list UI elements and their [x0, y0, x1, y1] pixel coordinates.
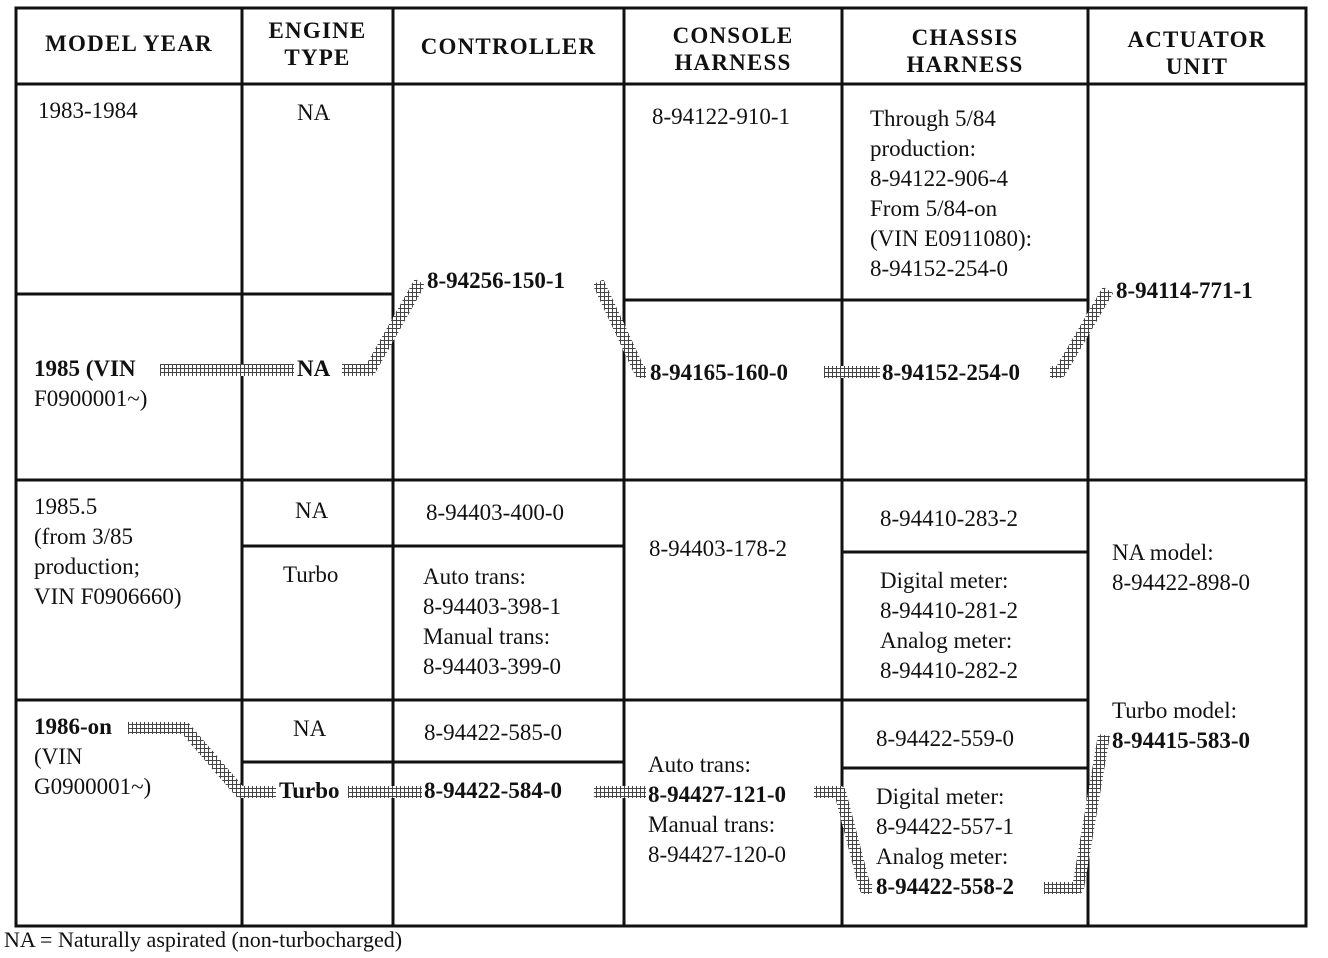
engine-1983: NA — [297, 100, 331, 125]
header-console-harness: CONSOLE HARNESS — [672, 23, 794, 75]
engine-1985-5-turbo: Turbo — [283, 562, 339, 587]
model-year-1983: 1983-1984 — [38, 98, 138, 123]
controller-1986-na: 8-94422-585-0 — [424, 720, 562, 745]
console-1983: 8-94122-910-1 — [652, 104, 790, 129]
chassis-1986-turbo: Digital meter: 8-94422-557-1 Analog meter: 8-94422-558-2 — [876, 784, 1014, 899]
header-actuator-unit: ACTUATOR UNIT — [1127, 27, 1267, 79]
console-1985: 8-94165-160-0 — [650, 360, 788, 385]
engine-1986-na: NA — [293, 716, 327, 741]
header-controller: CONTROLLER — [420, 34, 597, 59]
chassis-1985-5-na: 8-94410-283-2 — [880, 506, 1018, 531]
engine-1985: NA — [297, 356, 331, 381]
footnote: NA = Naturally aspirated (non-turbocharged) — [4, 927, 403, 952]
actuator-1985-5-na: NA model: 8-94422-898-0 — [1112, 540, 1250, 595]
actuator-turbo-part: 8-94415-583-0 — [1112, 728, 1250, 753]
engine-1986-turbo: Turbo — [279, 778, 340, 803]
engine-1985-5-na: NA — [295, 498, 329, 523]
console-1985-5: 8-94403-178-2 — [649, 536, 787, 561]
header-engine-type: ENGINE TYPE — [268, 18, 367, 70]
model-year-1985-5: 1985.5 (from 3/85 production; VIN F0906660) — [34, 494, 182, 609]
controller-shared-1983-1985: 8-94256-150-1 — [427, 268, 565, 293]
actuator-shared-1983-1985: 8-94114-771-1 — [1116, 278, 1253, 303]
header-chassis-harness: CHASSIS HARNESS — [906, 25, 1024, 77]
chassis-1985-5-turbo: Digital meter: 8-94410-281-2 Analog meter: 8-94410-282-2 — [880, 568, 1018, 683]
chassis-1986-na: 8-94422-559-0 — [876, 726, 1014, 751]
chassis-1985: 8-94152-254-0 — [882, 360, 1020, 385]
header-model-year: MODEL YEAR — [45, 31, 213, 56]
model-year-1986: 1986-on (VIN G0900001~) — [34, 714, 152, 799]
chassis-1983: Through 5/84 production: 8-94122-906-4 From 5/84-on (VIN E0911080): 8-94152-254-0 — [870, 106, 1033, 281]
model-year-1985: 1985 (VIN F0900001~) — [34, 356, 148, 411]
console-1986: Auto trans: 8-94427-121-0 Manual trans: 8-94427-120-0 — [648, 752, 786, 867]
controller-1985-5-turbo: Auto trans: 8-94403-398-1 Manual trans: 8-94403-399-0 — [423, 564, 561, 679]
controller-1985-5-na: 8-94403-400-0 — [426, 500, 564, 525]
actuator-turbo-label: Turbo model: — [1112, 698, 1238, 723]
controller-1986-turbo: 8-94422-584-0 — [424, 778, 562, 803]
